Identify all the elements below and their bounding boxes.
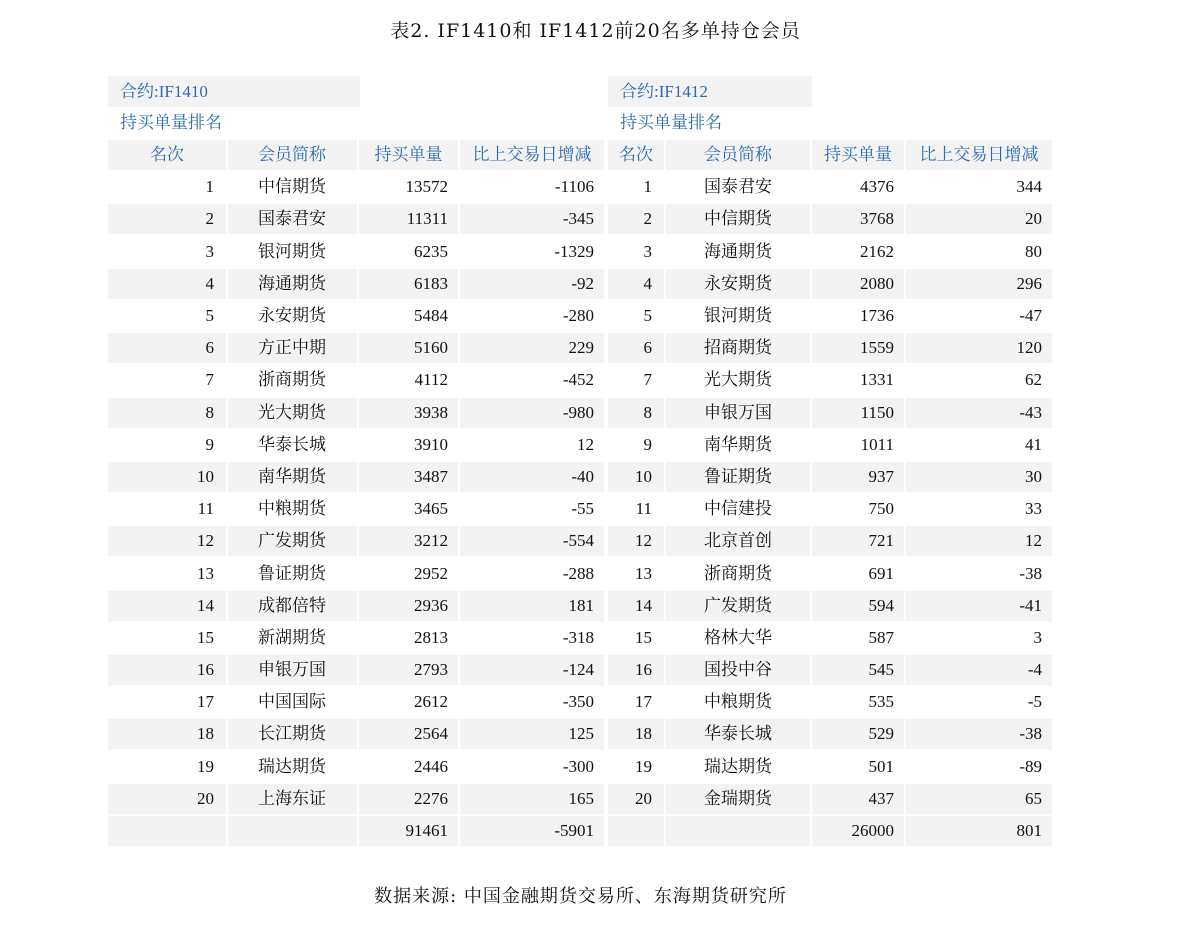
- header-member: 会员简称: [228, 140, 357, 170]
- change-cell: -43: [906, 398, 1052, 428]
- table-row: [108, 718, 604, 750]
- table-row: [108, 686, 604, 718]
- rank-cell: 15: [635, 627, 652, 647]
- table-row: [608, 364, 1052, 396]
- volume-cell: 4376: [860, 177, 894, 197]
- table-row: [108, 429, 604, 461]
- table-row: [108, 332, 604, 364]
- change-cell: -350: [562, 692, 594, 712]
- total-row: [108, 815, 604, 847]
- total-rank-cell: [608, 816, 664, 846]
- volume-cell: 3212: [359, 526, 458, 556]
- member-cell: 上海东证: [228, 784, 357, 814]
- change-cell: -92: [460, 269, 604, 299]
- header-volume: 持买单量: [812, 140, 904, 170]
- volume-cell: 3487: [359, 462, 458, 492]
- table-row: [108, 654, 604, 686]
- volume-cell: 3465: [414, 499, 448, 519]
- change-cell: 3: [1033, 627, 1042, 647]
- table-row: [608, 493, 1052, 525]
- member-cell: 瑞达期货: [704, 756, 772, 776]
- volume-cell: 721: [812, 526, 904, 556]
- total-member-cell: [666, 816, 810, 846]
- volume-cell: 545: [812, 655, 904, 685]
- table-row: [108, 364, 604, 396]
- header-change: 比上交易日增减: [906, 140, 1052, 170]
- volume-cell: 535: [868, 692, 894, 712]
- table-row: [608, 397, 1052, 429]
- volume-cell: 587: [868, 627, 894, 647]
- member-cell: 国投中谷: [666, 655, 810, 685]
- table-row: [608, 461, 1052, 493]
- table-row: [608, 557, 1052, 589]
- member-cell: 金瑞期货: [666, 784, 810, 814]
- change-cell: -345: [460, 204, 604, 234]
- volume-cell: 2564: [359, 719, 458, 749]
- change-cell: 229: [460, 333, 604, 363]
- rank-cell: 10: [108, 462, 226, 492]
- table-row: [108, 300, 604, 332]
- change-cell: -47: [1019, 306, 1042, 326]
- member-cell: 永安期货: [258, 306, 326, 326]
- change-cell: -89: [1019, 756, 1042, 776]
- change-cell: -124: [460, 655, 604, 685]
- rank-cell: 10: [608, 462, 664, 492]
- volume-cell: 2793: [359, 655, 458, 685]
- member-cell: 中国国际: [258, 692, 326, 712]
- member-cell: 光大期货: [704, 370, 772, 390]
- table-row: [608, 654, 1052, 686]
- contract-label: 合约:IF1410: [108, 76, 360, 107]
- member-cell: 鲁证期货: [258, 563, 326, 583]
- rank-cell: 9: [205, 434, 214, 454]
- rank-cell: 13: [197, 563, 214, 583]
- header-rank: 名次: [608, 140, 664, 170]
- total-change-cell: -5901: [460, 816, 604, 846]
- change-cell: -40: [460, 462, 604, 492]
- change-cell: 62: [1025, 370, 1042, 390]
- table-body: [108, 171, 604, 847]
- table-row: [108, 268, 604, 300]
- rank-cell: 3: [205, 241, 214, 261]
- volume-cell: 937: [812, 462, 904, 492]
- member-cell: 成都倍特: [228, 591, 357, 621]
- rank-cell: 13: [635, 563, 652, 583]
- total-volume-cell: 26000: [812, 816, 904, 846]
- rank-cell: 17: [635, 692, 652, 712]
- member-cell: 国泰君安: [228, 204, 357, 234]
- member-cell: 银河期货: [258, 241, 326, 261]
- rank-cell: 16: [608, 655, 664, 685]
- member-cell: 广发期货: [228, 526, 357, 556]
- table-row: [608, 203, 1052, 235]
- member-cell: 中信期货: [258, 177, 326, 197]
- rank-cell: 7: [643, 370, 652, 390]
- change-cell: 41: [1025, 434, 1042, 454]
- volume-cell: 2952: [414, 563, 448, 583]
- member-cell: 广发期货: [666, 591, 810, 621]
- rank-cell: 14: [608, 591, 664, 621]
- change-cell: -1329: [554, 241, 594, 261]
- member-cell: 瑞达期货: [258, 756, 326, 776]
- table-row: [608, 590, 1052, 622]
- volume-cell: 1331: [860, 370, 894, 390]
- member-cell: 海通期货: [704, 241, 772, 261]
- total-rank-cell: [108, 816, 226, 846]
- table-row: [108, 557, 604, 589]
- change-cell: 120: [906, 333, 1052, 363]
- member-cell: 南华期货: [704, 434, 772, 454]
- table-row: [108, 236, 604, 268]
- volume-cell: 3768: [812, 204, 904, 234]
- rank-cell: 5: [643, 306, 652, 326]
- section-label: 持买单量排名: [120, 113, 222, 132]
- volume-cell: 2276: [359, 784, 458, 814]
- volume-cell: 1150: [812, 398, 904, 428]
- member-cell: 华泰长城: [258, 434, 326, 454]
- change-cell: 80: [1025, 241, 1042, 261]
- table-row: [608, 236, 1052, 268]
- rank-cell: 7: [205, 370, 214, 390]
- volume-cell: 3910: [414, 434, 448, 454]
- change-cell: 125: [460, 719, 604, 749]
- member-cell: 中信期货: [666, 204, 810, 234]
- member-cell: 光大期货: [228, 398, 357, 428]
- rank-cell: 19: [197, 756, 214, 776]
- rank-cell: 18: [608, 719, 664, 749]
- header-volume: 持买单量: [359, 140, 458, 170]
- rank-cell: 6: [108, 333, 226, 363]
- table-row: [108, 397, 604, 429]
- rank-cell: 14: [108, 591, 226, 621]
- rank-cell: 8: [108, 398, 226, 428]
- change-cell: -280: [562, 306, 594, 326]
- member-cell: 格林大华: [704, 627, 772, 647]
- change-cell: 33: [1025, 499, 1042, 519]
- table-header: [108, 139, 604, 171]
- member-cell: 新湖期货: [258, 627, 326, 647]
- table-row: [108, 203, 604, 235]
- table-row: [608, 783, 1052, 815]
- change-cell: -55: [571, 499, 594, 519]
- change-cell: -288: [562, 563, 594, 583]
- change-cell: 30: [906, 462, 1052, 492]
- table-row: [608, 718, 1052, 750]
- table-row: [608, 751, 1052, 783]
- change-cell: -41: [906, 591, 1052, 621]
- total-member-cell: [228, 816, 357, 846]
- member-cell: 永安期货: [666, 269, 810, 299]
- rank-cell: 4: [608, 269, 664, 299]
- volume-cell: 2162: [860, 241, 894, 261]
- table-row: [108, 783, 604, 815]
- volume-cell: 11311: [359, 204, 458, 234]
- rank-cell: 16: [108, 655, 226, 685]
- volume-cell: 4112: [414, 370, 448, 390]
- volume-cell: 3938: [359, 398, 458, 428]
- volume-cell: 529: [812, 719, 904, 749]
- member-cell: 中粮期货: [704, 692, 772, 712]
- table-row: [108, 461, 604, 493]
- change-cell: -38: [906, 719, 1052, 749]
- change-cell: -452: [562, 370, 594, 390]
- member-cell: 方正中期: [228, 333, 357, 363]
- member-cell: 招商期货: [666, 333, 810, 363]
- member-cell: 国泰君安: [704, 177, 772, 197]
- source-note: 数据来源: 中国金融期货交易所、东海期货研究所: [374, 886, 787, 907]
- volume-cell: 2080: [812, 269, 904, 299]
- volume-cell: 691: [868, 563, 894, 583]
- change-cell: -980: [460, 398, 604, 428]
- volume-cell: 2446: [414, 756, 448, 776]
- rank-cell: 3: [643, 241, 652, 261]
- rank-cell: 12: [608, 526, 664, 556]
- change-cell: -38: [1019, 563, 1042, 583]
- table-if1410: [108, 76, 604, 847]
- rank-cell: 1: [205, 177, 214, 197]
- rank-cell: 17: [197, 692, 214, 712]
- header-member: 会员简称: [666, 140, 810, 170]
- volume-cell: 2612: [414, 692, 448, 712]
- header-change: 比上交易日增减: [460, 140, 604, 170]
- table-row: [608, 686, 1052, 718]
- change-cell: -4: [906, 655, 1052, 685]
- change-cell: 296: [906, 269, 1052, 299]
- table-row: [108, 622, 604, 654]
- member-cell: 海通期货: [228, 269, 357, 299]
- volume-cell: 1011: [860, 434, 894, 454]
- total-row: [608, 815, 1052, 847]
- volume-cell: 594: [812, 591, 904, 621]
- table-row: [608, 268, 1052, 300]
- member-cell: 长江期货: [228, 719, 357, 749]
- table-row: [108, 493, 604, 525]
- header-rank: 名次: [108, 140, 226, 170]
- member-cell: 鲁证期货: [666, 462, 810, 492]
- table-row: [608, 300, 1052, 332]
- member-cell: 华泰长城: [666, 719, 810, 749]
- rank-cell: 9: [643, 434, 652, 454]
- total-volume-cell: 91461: [359, 816, 458, 846]
- table-row: [608, 622, 1052, 654]
- total-change-cell: 801: [906, 816, 1052, 846]
- rank-cell: 19: [635, 756, 652, 776]
- rank-cell: 4: [108, 269, 226, 299]
- member-cell: 中信建投: [704, 499, 772, 519]
- rank-cell: 2: [108, 204, 226, 234]
- rank-cell: 11: [635, 499, 652, 519]
- member-cell: 浙商期货: [258, 370, 326, 390]
- volume-cell: 437: [812, 784, 904, 814]
- change-cell: -318: [562, 627, 594, 647]
- rank-cell: 2: [608, 204, 664, 234]
- change-cell: -554: [460, 526, 604, 556]
- volume-cell: 5484: [414, 306, 448, 326]
- table-header: [608, 139, 1052, 171]
- section-label: 持买单量排名: [620, 113, 722, 132]
- change-cell: 165: [460, 784, 604, 814]
- volume-cell: 1736: [860, 306, 894, 326]
- change-cell: 12: [906, 526, 1052, 556]
- rank-cell: 8: [608, 398, 664, 428]
- table-row: [608, 171, 1052, 203]
- table-body: [608, 171, 1052, 847]
- member-cell: 中粮期货: [258, 499, 326, 519]
- volume-cell: 5160: [359, 333, 458, 363]
- change-cell: -5: [1027, 692, 1042, 712]
- rank-cell: 15: [197, 627, 214, 647]
- change-cell: 181: [460, 591, 604, 621]
- member-cell: 浙商期货: [704, 563, 772, 583]
- rank-cell: 5: [205, 306, 214, 326]
- rank-cell: 11: [197, 499, 214, 519]
- table-row: [108, 171, 604, 203]
- rank-cell: 1: [643, 177, 652, 197]
- rank-cell: 12: [108, 526, 226, 556]
- change-cell: 344: [1016, 177, 1042, 197]
- volume-cell: 2936: [359, 591, 458, 621]
- volume-cell: 1559: [812, 333, 904, 363]
- volume-cell: 6235: [414, 241, 448, 261]
- table-row: [108, 590, 604, 622]
- table-row: [608, 429, 1052, 461]
- volume-cell: 750: [868, 499, 894, 519]
- contract-label: 合约:IF1412: [608, 76, 812, 107]
- table-row: [108, 525, 604, 557]
- volume-cell: 13572: [405, 177, 448, 197]
- member-cell: 银河期货: [704, 306, 772, 326]
- member-cell: 申银万国: [228, 655, 357, 685]
- table-if1412: [608, 76, 1052, 847]
- rank-cell: 18: [108, 719, 226, 749]
- member-cell: 申银万国: [666, 398, 810, 428]
- change-cell: -1106: [554, 177, 594, 197]
- change-cell: 12: [577, 434, 594, 454]
- change-cell: 65: [906, 784, 1052, 814]
- volume-cell: 501: [868, 756, 894, 776]
- table-row: [608, 332, 1052, 364]
- change-cell: -300: [562, 756, 594, 776]
- table-title: 表2. IF1410和 IF1412前20名多单持仓会员: [390, 20, 801, 42]
- table-row: [608, 525, 1052, 557]
- member-cell: 北京首创: [666, 526, 810, 556]
- change-cell: 20: [906, 204, 1052, 234]
- rank-cell: 20: [608, 784, 664, 814]
- member-cell: 南华期货: [228, 462, 357, 492]
- volume-cell: 6183: [359, 269, 458, 299]
- volume-cell: 2813: [414, 627, 448, 647]
- rank-cell: 6: [608, 333, 664, 363]
- table-row: [108, 751, 604, 783]
- rank-cell: 20: [108, 784, 226, 814]
